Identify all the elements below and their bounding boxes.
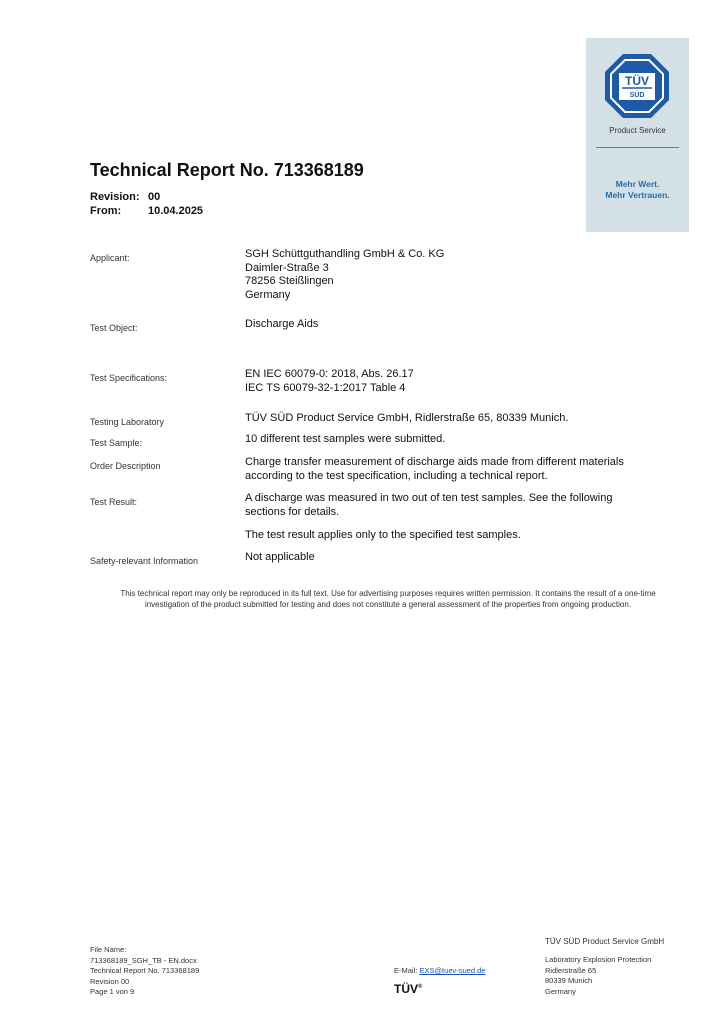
test-specifications-label: Test Specifications: (90, 373, 168, 383)
footer-right-line: Laboratory Explosion Protection (545, 955, 652, 964)
footer-email (394, 966, 485, 975)
order-description-line: Charge transfer measurement of discharge aids made from different materials (245, 456, 624, 468)
revision-row (90, 191, 160, 203)
safety-line: Not applicable (245, 551, 315, 563)
slogan-line-2: Mehr Vertrauen. (605, 190, 670, 200)
footer-tuv-mark (394, 982, 422, 996)
registered-mark: ® (418, 984, 423, 990)
footer-left-line: Technical Report No. 713368189 (90, 966, 200, 975)
safety-value (245, 551, 665, 565)
from-label: From: (90, 205, 122, 217)
applicant-line: Daimler-Straße 3 (245, 261, 329, 274)
footer-left-line: Revision 00 (90, 976, 130, 986)
logo-brand-top: TÜV (625, 74, 649, 88)
applicant-label: Applicant: (90, 253, 130, 263)
product-service-label: Product Service (609, 126, 666, 135)
revision-label: Revision: (90, 191, 140, 203)
spec-line: EN IEC 60079-0: 2018, Abs. 26.17 (245, 368, 414, 380)
date-value: 10.04.2025 (148, 205, 204, 217)
safety-label: Safety-relevant Information (90, 556, 199, 566)
test-specifications-value (245, 368, 665, 395)
footer-right-line: Germany (545, 986, 576, 996)
slogan (586, 179, 689, 201)
tuv-mark-text: TÜV (394, 982, 418, 996)
email-label: E-Mail: (394, 966, 418, 975)
testing-laboratory-label: Testing Laboratory (90, 417, 165, 427)
test-object-line: Discharge Aids (245, 318, 319, 330)
test-result-value (245, 492, 665, 519)
test-object-value (245, 318, 665, 332)
logo-divider (596, 147, 679, 148)
date-row (90, 205, 203, 217)
test-sample-line: 10 different test samples were submitted. (245, 433, 446, 445)
footer-address (545, 955, 651, 997)
applicant-line: Germany (245, 288, 291, 301)
footer-file-info (90, 945, 199, 998)
footer-left-line: Page 1 von 9 (90, 987, 135, 996)
footer-left-line: 713368189_SGH_TB - EN.docx (90, 955, 197, 965)
order-description-label: Order Description (90, 461, 161, 471)
footer-right-line: Ridlerstraße 65 (545, 965, 597, 975)
order-description-value (245, 456, 665, 483)
test-result-line: A discharge was measured in two out of ten test samples. See the following (245, 492, 613, 504)
disclaimer: This technical report may only be reproduced in its full text. Use for advertising purposes requires written permission. It contains the result of a one-time investigation of the product submitted for testing and does not constitute a general assessment of the properties from ongoing production. (120, 589, 656, 609)
test-result-note: The test result applies only to the specified test samples. (245, 529, 521, 541)
test-result-label: Test Result: (90, 497, 138, 507)
spec-line: IEC TS 60079-32-1:2017 Table 4 (245, 381, 406, 394)
applicant-line: 78256 Steißlingen (245, 275, 334, 287)
report-title: Technical Report No. 713368189 (90, 160, 364, 180)
test-sample-label: Test Sample: (90, 438, 143, 448)
footer-company: TÜV SÜD Product Service GmbH (545, 937, 665, 946)
slogan-line-1: Mehr Wert. (615, 179, 660, 189)
tuv-sud-octagon-logo (604, 53, 670, 119)
test-sample-value (245, 433, 665, 447)
test-object-label: Test Object: (90, 323, 138, 333)
applicant-value (245, 248, 665, 302)
footer-right-line: 80339 Munich (545, 976, 593, 985)
email-link[interactable]: EXS@tuev-sued.de (419, 966, 486, 975)
revision-value: 00 (148, 191, 161, 203)
order-description-line: according to the test specification, including a technical report. (245, 469, 548, 482)
laboratory-line: TÜV SÜD Product Service GmbH, Ridlerstraße 65, 80339 Munich. (245, 412, 569, 424)
logo-brand-bottom: SÜD (629, 92, 645, 99)
tuv-logo-panel (586, 38, 689, 232)
test-result-line: sections for details. (245, 505, 340, 518)
testing-laboratory-value (245, 412, 665, 426)
applicant-line: SGH Schüttguthandling GmbH & Co. KG (245, 248, 445, 260)
footer-left-line: File Name: (90, 945, 127, 954)
